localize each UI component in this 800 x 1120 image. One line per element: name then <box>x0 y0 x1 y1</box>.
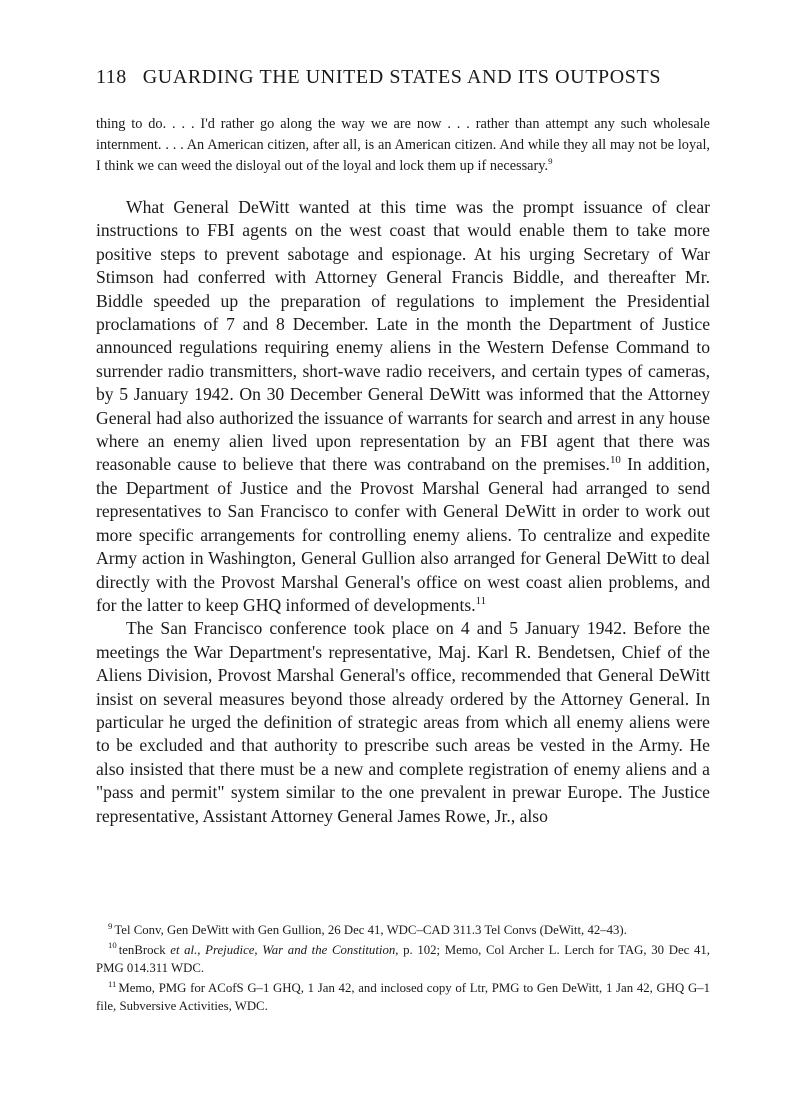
footnote-10-post: p. 102; Memo, Col Archer L. Lerch for TAG, 30 Dec 41, PMG 014.311 WDC. <box>96 942 710 976</box>
footnote-mark-9: 9 <box>108 920 113 931</box>
footnote-ref-11[interactable]: 11 <box>475 595 487 608</box>
footnote-mark-10: 10 <box>108 940 117 951</box>
footnote-10-pre: tenBrock <box>118 942 171 957</box>
footnote-11-text: Memo, PMG for ACofS G–1 GHQ, 1 Jan 42, and inclosed copy of Ltr, PMG to Gen DeWitt, 1 Jan 42, GHQ G–1 file, Subversive Activities, WDC. <box>96 980 710 1014</box>
paragraph-1-text-b: In addition, the Department of Justice and the Provost Marshal General had arranged to send representatives to San Francisco to confer with General DeWitt in order to work out more specific arrangements for controlling enemy aliens. To centralize and expedite Army action in Washington, General Gullion also arranged for General DeWitt to deal directly with the Provost Marshal General's office on west coast alien problems, and for the latter to keep GHQ informed of developments. <box>96 454 710 615</box>
page-number: 118 <box>96 66 127 88</box>
page-header <box>96 66 716 89</box>
footnote-10-citation-title: et al., Prejudice, War and the Constitution, <box>170 942 399 957</box>
footnote-ref-10[interactable]: 10 <box>609 454 621 467</box>
footnote-9-text: Tel Conv, Gen DeWitt with Gen Gullion, 26 Dec 41, WDC–CAD 311.3 Tel Convs (DeWitt, 42–43). <box>114 923 627 937</box>
footnote-9 <box>96 921 710 940</box>
footnote-ref-9[interactable]: 9 <box>548 156 553 167</box>
paragraph-1-text-a: What General DeWitt wanted at this time was the prompt issuance of clear instructions to FBI agents on the west coast that would enable them to take more positive steps to prevent sabotage and espionage. At his urging Secretary of War Stimson had conferred with Attorney General Francis Biddle, and thereafter Mr. Biddle speeded up the preparation of regulations to implement the Presidential proclamations of 7 and 8 December. Late in the month the Department of Justice announced regulations requiring enemy aliens in the Western Defense Command to surrender radio transmitters, short-wave radio receivers, and certain types of cameras, by 5 January 1942. On 30 December General DeWitt was informed that the Attorney General had also authorized the issuance of warrants for search and arrest in any house where an enemy alien lived upon representation by an FBI agent that there was reasonable cause to believe that there was contraband on the premises. <box>96 197 710 475</box>
block-quote-text: thing to do. . . . I'd rather go along the way we are now . . . rather than attempt any such wholesale internment. . . . An American citizen, after all, is an American citizen. And while they all may not be loyal, I think we can weed the disloyal out of the loyal and lock them up if necessary. <box>96 116 710 174</box>
running-head: GUARDING THE UNITED STATES AND ITS OUTPOSTS <box>142 66 662 88</box>
body-text <box>96 196 710 828</box>
footnote-mark-11: 11 <box>108 978 117 989</box>
block-quote <box>96 114 710 177</box>
paragraph-2: The San Francisco conference took place on 4 and 5 January 1942. Before the meetings the War Department's representative, Maj. Karl R. Bendetsen, Chief of the Aliens Division, Provost Marshal General's office, recommended that General DeWitt insist on several measures beyond those already ordered by the Attorney General. In particular he urged the definition of strategic areas from which all enemy aliens were to be excluded and that authority to prescribe such areas be vested in the Army. He also insisted that there must be a new and complete registration of enemy aliens and a "pass and permit" system similar to the one prevalent in prewar Europe. The Justice representative, Assistant Attorney General James Rowe, Jr., also <box>96 618 710 826</box>
footnotes <box>96 921 710 1017</box>
footnote-10 <box>96 941 710 978</box>
paragraph-1 <box>96 196 710 617</box>
footnote-11 <box>96 979 710 1016</box>
